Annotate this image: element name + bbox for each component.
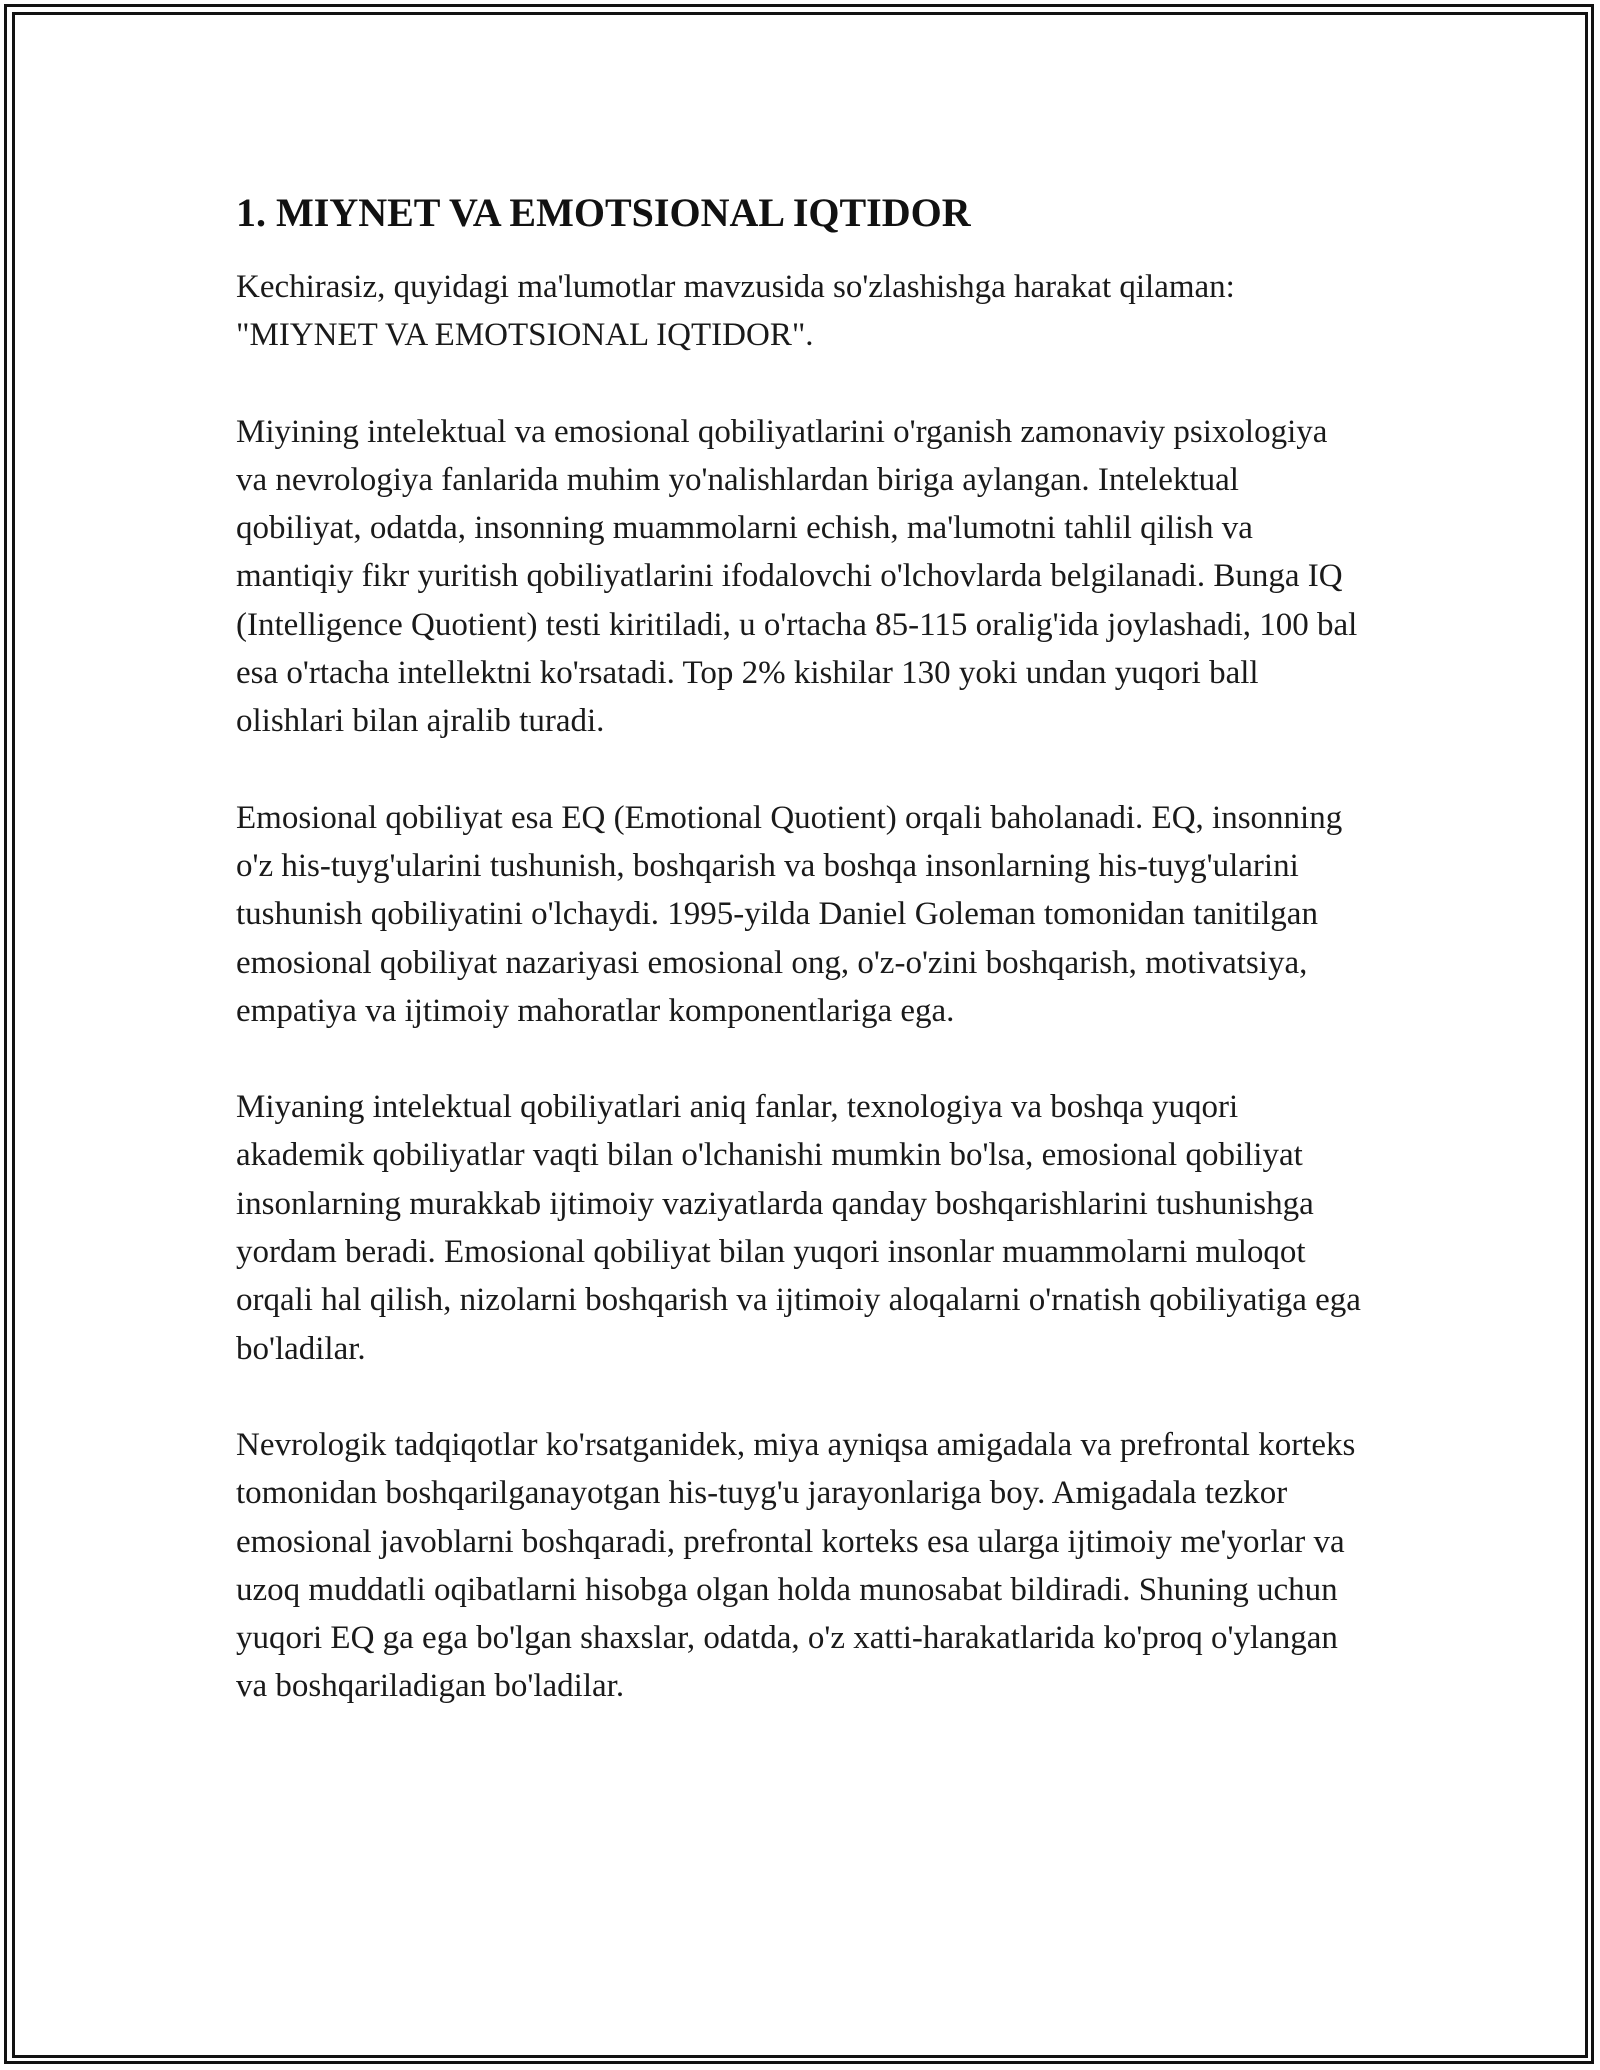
paragraph-intro: Kechirasiz, quyidagi ma'lumotlar mavzusida so'zlashishga harakat qilaman: "MIYNET VA EMOTSIONAL IQTIDOR".	[236, 269, 1235, 354]
paragraph-intellectual-ability: Miyining intelektual va emosional qobiliyatlarini o'rganish zamonaviy psixologiya va nevrologiya fanlarida muhim yo'nalishlardan biriga aylangan. Intelektual qobiliyat, odatda, insonning muammolarni echish, ma'lumotni tahlil qilish va mantiqiy fikr yuritish qobiliyatlarini ifodalovchi o'lchovlarda belgilanadi. Bunga IQ (Intelligence Quotient) testi kiritiladi, u o'rtacha 85-115 oralig'ida joylashadi, 100 bal esa o'rtacha intellektni ko'rsatadi. Top 2% kishilar 130 yoki undan yuqori ball olishlari bilan ajralib turadi.	[236, 413, 1358, 740]
paragraph-comparison: Miyaning intelektual qobiliyatlari aniq fanlar, texnologiya va boshqa yuqori akademik qobiliyatlar vaqti bilan o'lchanishi mumkin bo'lsa, emosional qobiliyat insonlarning murakkab ijtimoiy vaziyatlarda qanday boshqarishlarini tushunishga yordam beradi. Emosional qobiliyat bilan yuqori insonlar muammolarni muloqot orqali hal qilish, nizolarni boshqarish va ijtimoiy aloqalarni o'rnatish qobiliyatiga ega bo'ladilar.	[236, 1089, 1361, 1367]
paragraph-emotional-ability: Emosional qobiliyat esa EQ (Emotional Quotient) orqali baholanadi. EQ, insonning o'z his-tuyg'ularini tushunish, boshqarish va boshqa insonlarning his-tuyg'ularini tushunish qobiliyatini o'lchaydi. 1995-yilda Daniel Goleman tomonidan tanitilgan emosional qobiliyat nazariyasi emosional ong, o'z-o'zini boshqarish, motivatsiya, empatiya va ijtimoiy mahoratlar komponentlariga ega.	[236, 799, 1343, 1029]
document-body	[236, 185, 1366, 1759]
section-heading: 1. MIYNET VA EMOTSIONAL IQTIDOR	[236, 190, 971, 235]
paragraph-neurology: Nevrologik tadqiqotlar ko'rsatganidek, miya ayniqsa amigadala va prefrontal korteks tomonidan boshqarilganayotgan his-tuyg'u jarayonlariga boy. Amigadala tezkor emosional javoblarni boshqaradi, prefrontal korteks esa ularga ijtimoiy me'yorlar va uzoq muddatli oqibatlarni hisobga olgan holda munosabat bildiradi. Shuning uchun yuqori EQ ga ega bo'lgan shaxslar, odatda, o'z xatti-harakatlarida ko'proq o'ylangan va boshqariladigan bo'ladilar.	[236, 1426, 1356, 1705]
